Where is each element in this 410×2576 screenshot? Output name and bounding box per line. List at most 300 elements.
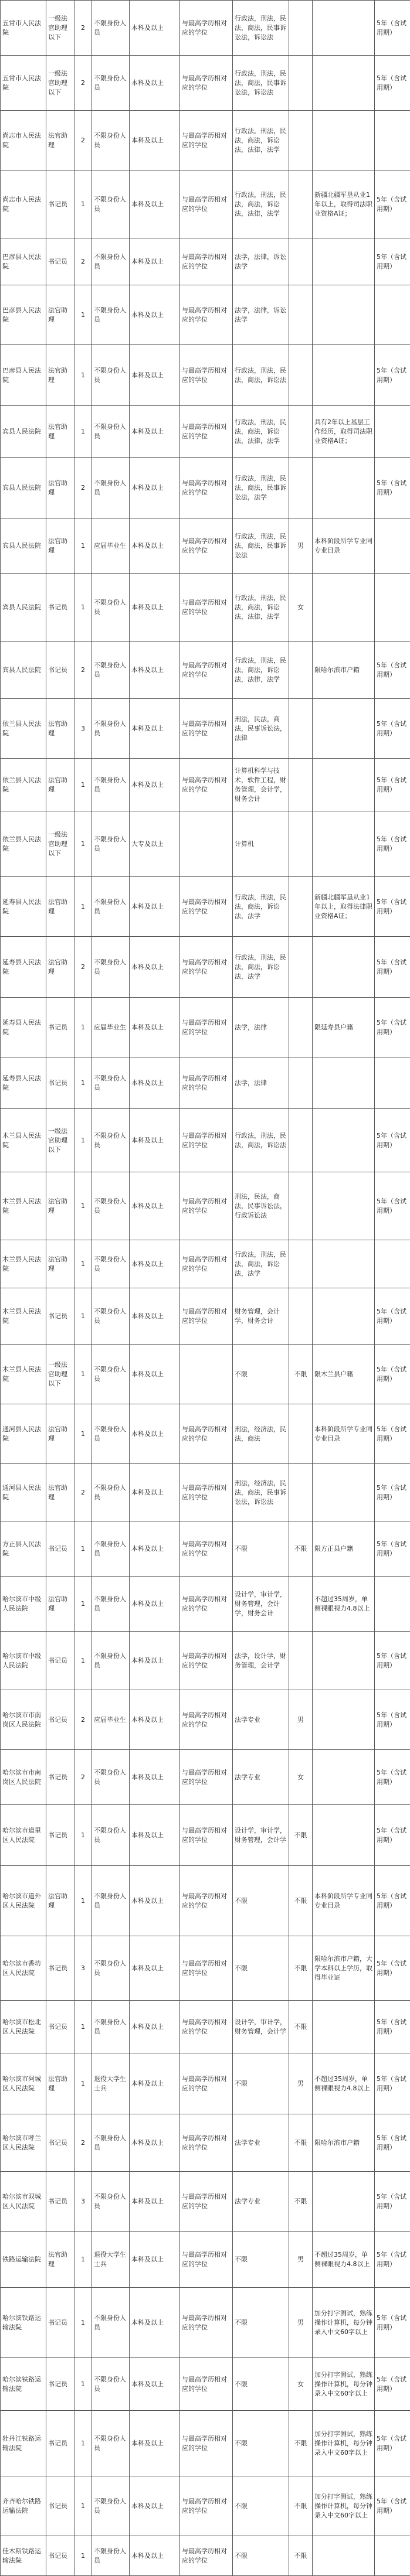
gender-cell xyxy=(289,811,313,877)
remark-cell: 5年（含试用期） xyxy=(375,2053,410,2114)
conditions-cell: 加分打字测试，熟练操作计算机，每分钟录入中文60字以上 xyxy=(313,2288,375,2358)
education-cell: 本科及以上 xyxy=(130,2001,180,2053)
table-row xyxy=(1,2114,410,2172)
conditions-cell: 新疆北疆军垦从业1年以上，取得司法职业资格A证； xyxy=(313,170,375,238)
table-row xyxy=(1,238,410,285)
gender-cell: 不限 xyxy=(289,2114,313,2172)
type-cell: 退役大学生士兵 xyxy=(92,2232,130,2288)
unit-cell: 延寿县人民法院 xyxy=(1,998,46,1057)
education-cell: 本科及以上 xyxy=(130,574,180,642)
table-row xyxy=(1,1632,410,1690)
count-cell: 1 xyxy=(74,2001,92,2053)
gender-cell: 不限 xyxy=(289,2411,313,2476)
type-cell: 不限身份人员 xyxy=(92,759,130,811)
degree-cell: 与最高学历相对应的学位 xyxy=(180,2001,233,2053)
education-cell: 本科及以上 xyxy=(130,1936,180,2001)
type-cell: 不限身份人员 xyxy=(92,406,130,458)
education-cell: 本科及以上 xyxy=(130,1057,180,1109)
type-cell: 不限身份人员 xyxy=(92,642,130,699)
major-cell: 刑法，民法，商法，民事诉讼法，行政诉讼法 xyxy=(233,1172,289,1240)
remark-cell: 5年（含试用期） xyxy=(375,2476,410,2536)
post-cell: 法官助理 xyxy=(46,285,74,345)
post-cell: 书记员 xyxy=(46,1521,74,1577)
remark-cell: 5年（含试用期） xyxy=(375,2232,410,2288)
post-cell: 书记员 xyxy=(46,1690,74,1750)
unit-cell: 木兰县人民法院 xyxy=(1,1172,46,1240)
remark-cell: 5年（含试用期） xyxy=(375,877,410,937)
post-cell: 法官助理 xyxy=(46,1404,74,1464)
gender-cell: 不限 xyxy=(289,1345,313,1404)
post-cell: 一级法官助理以下 xyxy=(46,56,74,111)
degree-cell: 与最高学历相对应的学位 xyxy=(180,111,233,170)
remark-cell: 5年（含试用期） xyxy=(375,1288,410,1345)
gender-cell xyxy=(289,1632,313,1690)
degree-cell: 与最高学历相对应的学位 xyxy=(180,2358,233,2411)
post-cell: 法官助理 xyxy=(46,406,74,458)
gender-cell: 不限 xyxy=(289,2476,313,2536)
education-cell: 本科及以上 xyxy=(130,111,180,170)
conditions-cell xyxy=(313,1172,375,1240)
education-cell: 本科及以上 xyxy=(130,759,180,811)
type-cell: 不限身份人员 xyxy=(92,1288,130,1345)
remark-cell xyxy=(375,285,410,345)
post-cell: 书记员 xyxy=(46,1288,74,1345)
post-cell: 书记员 xyxy=(46,2001,74,2053)
education-cell: 本科及以上 xyxy=(130,1109,180,1172)
education-cell: 大专及以上 xyxy=(130,811,180,877)
remark-cell: 5年（含试用期） xyxy=(375,2172,410,2232)
education-cell: 本科及以上 xyxy=(130,642,180,699)
major-cell: 设计学，审计学，财务管理，会计学 xyxy=(233,1805,289,1866)
unit-cell: 五常市人民法院 xyxy=(1,56,46,111)
major-cell: 不限 xyxy=(233,2288,289,2358)
count-cell: 1 xyxy=(74,2476,92,2536)
gender-cell xyxy=(289,1404,313,1464)
major-cell: 行政法，刑法，民法，商法，民事诉讼法，诉讼法 xyxy=(233,1,289,56)
table-row xyxy=(1,1,410,56)
major-cell: 行政法，刑法，民法，商法，诉讼法，法律，法学 xyxy=(233,574,289,642)
major-cell: 法学，法律，诉讼法学 xyxy=(233,285,289,345)
degree-cell: 与最高学历相对应的学位 xyxy=(180,699,233,759)
major-cell: 不限 xyxy=(233,2536,289,2576)
remark-cell: 5年（含试用期） xyxy=(375,642,410,699)
unit-cell: 五常市人民法院 xyxy=(1,1,46,56)
unit-cell: 方正县人民法院 xyxy=(1,1521,46,1577)
table-row xyxy=(1,2536,410,2576)
post-cell: 书记员 xyxy=(46,2358,74,2411)
post-cell: 书记员 xyxy=(46,2288,74,2358)
major-cell: 刑法，经济法，民法，商法 xyxy=(233,1404,289,1464)
gender-cell: 女 xyxy=(289,574,313,642)
education-cell: 本科及以上 xyxy=(130,1464,180,1521)
gender-cell: 不限 xyxy=(289,2172,313,2232)
unit-cell: 延寿县人民法院 xyxy=(1,1057,46,1109)
table-row xyxy=(1,759,410,811)
major-cell: 行政法，刑法，民法，商法，诉讼法，法律，法学 xyxy=(233,170,289,238)
major-cell: 行政法，刑法，民法，商法，诉讼法，法学 xyxy=(233,1240,289,1288)
remark-cell: 5年（含试用期） xyxy=(375,2114,410,2172)
conditions-cell xyxy=(313,1057,375,1109)
type-cell: 不限身份人员 xyxy=(92,2411,130,2476)
post-cell: 法官助理 xyxy=(46,1866,74,1936)
count-cell: 2 xyxy=(74,1464,92,1521)
unit-cell: 宾县人民法院 xyxy=(1,518,46,574)
conditions-cell xyxy=(313,1805,375,1866)
post-cell: 法官助理 xyxy=(46,458,74,518)
unit-cell: 木兰县人民法院 xyxy=(1,1288,46,1345)
table-row xyxy=(1,56,410,111)
table-row xyxy=(1,1936,410,2001)
remark-cell: 5年（含试用期） xyxy=(375,345,410,406)
count-cell: 1 xyxy=(74,877,92,937)
gender-cell: 男 xyxy=(289,1690,313,1750)
gender-cell xyxy=(289,285,313,345)
table-row xyxy=(1,111,410,170)
degree-cell: 与最高学历相对应的学位 xyxy=(180,1632,233,1690)
conditions-cell xyxy=(313,285,375,345)
table-row xyxy=(1,1109,410,1172)
type-cell: 不限身份人员 xyxy=(92,574,130,642)
count-cell: 1 xyxy=(74,2053,92,2114)
education-cell: 本科及以上 xyxy=(130,1172,180,1240)
degree-cell: 与最高学历相对应的学位 xyxy=(180,2053,233,2114)
table-row xyxy=(1,170,410,238)
post-cell: 书记员 xyxy=(46,1936,74,2001)
count-cell: 1 xyxy=(74,2358,92,2411)
education-cell: 本科及以上 xyxy=(130,877,180,937)
unit-cell: 延寿县人民法院 xyxy=(1,877,46,937)
conditions-cell: 不超过35周岁，单侧裸眼视力4.8以上 xyxy=(313,2232,375,2288)
count-cell: 1 xyxy=(74,406,92,458)
remark-cell xyxy=(375,406,410,458)
type-cell: 不限身份人员 xyxy=(92,170,130,238)
type-cell: 不限身份人员 xyxy=(92,1577,130,1632)
count-cell: 2 xyxy=(74,458,92,518)
major-cell: 刑法，经济法，民法，商法，民事诉讼法，诉讼法 xyxy=(233,1464,289,1521)
type-cell: 不限身份人员 xyxy=(92,111,130,170)
count-cell: 1 xyxy=(74,170,92,238)
count-cell: 1 xyxy=(74,1109,92,1172)
conditions-cell: 新疆北疆军垦从业1年以上，取得法律职业资格A证； xyxy=(313,877,375,937)
post-cell: 书记员 xyxy=(46,2411,74,2476)
unit-cell: 宾县人民法院 xyxy=(1,642,46,699)
unit-cell: 尚志市人民法院 xyxy=(1,170,46,238)
unit-cell: 宾县人民法院 xyxy=(1,574,46,642)
gender-cell xyxy=(289,458,313,518)
gender-cell: 男 xyxy=(289,518,313,574)
gender-cell xyxy=(289,56,313,111)
major-cell: 法学专业 xyxy=(233,1690,289,1750)
gender-cell: 不限 xyxy=(289,1936,313,2001)
degree-cell: 与最高学历相对应的学位 xyxy=(180,1172,233,1240)
conditions-cell: 具有2年以上基层工作经历，取得司法职业资格A证； xyxy=(313,406,375,458)
education-cell: 本科及以上 xyxy=(130,345,180,406)
post-cell: 法官助理 xyxy=(46,937,74,998)
table-row xyxy=(1,1464,410,1521)
post-cell: 法官助理 xyxy=(46,1577,74,1632)
education-cell: 本科及以上 xyxy=(130,2114,180,2172)
type-cell: 不限身份人员 xyxy=(92,2114,130,2172)
unit-cell: 哈尔滨市松北区人民法院 xyxy=(1,2001,46,2053)
post-cell: 书记员 xyxy=(46,1750,74,1805)
degree-cell: 与最高学历相对应的学位 xyxy=(180,1240,233,1288)
gender-cell xyxy=(289,111,313,170)
count-cell: 2 xyxy=(74,1690,92,1750)
gender-cell: 不限 xyxy=(289,2536,313,2576)
unit-cell: 木兰县人民法院 xyxy=(1,1109,46,1172)
table-row xyxy=(1,1172,410,1240)
table-row xyxy=(1,642,410,699)
post-cell: 书记员 xyxy=(46,2114,74,2172)
degree-cell: 与最高学历相对应的学位 xyxy=(180,56,233,111)
degree-cell: 与最高学历相对应的学位 xyxy=(180,285,233,345)
education-cell: 本科及以上 xyxy=(130,406,180,458)
unit-cell: 哈尔滨铁路运输法院 xyxy=(1,2358,46,2411)
type-cell: 应届毕业生 xyxy=(92,518,130,574)
type-cell: 应届毕业生 xyxy=(92,1690,130,1750)
remark-cell: 5年（含试用期） xyxy=(375,1109,410,1172)
degree-cell: 与最高学历相对应的学位 xyxy=(180,345,233,406)
degree-cell: 与最高学历相对应的学位 xyxy=(180,1805,233,1866)
education-cell: 本科及以上 xyxy=(130,285,180,345)
gender-cell: 不限 xyxy=(289,1866,313,1936)
education-cell: 本科及以上 xyxy=(130,2053,180,2114)
count-cell: 3 xyxy=(74,2172,92,2232)
major-cell: 不限 xyxy=(233,2053,289,2114)
major-cell: 不限 xyxy=(233,2232,289,2288)
remark-cell: 5年（含试用期） xyxy=(375,937,410,998)
table-row xyxy=(1,699,410,759)
count-cell: 1 xyxy=(74,811,92,877)
education-cell: 本科及以上 xyxy=(130,699,180,759)
unit-cell: 佳木斯铁路运输法院 xyxy=(1,2536,46,2576)
major-cell: 法学，法律 xyxy=(233,998,289,1057)
education-cell: 本科及以上 xyxy=(130,1632,180,1690)
conditions-cell: 不超过35周岁，单侧裸眼视力4.8以上 xyxy=(313,1577,375,1632)
conditions-cell: 不超过35周岁，单侧裸眼视力4.8以上 xyxy=(313,2053,375,2114)
degree-cell: 与最高学历相对应的学位 xyxy=(180,458,233,518)
count-cell: 2 xyxy=(74,56,92,111)
gender-cell xyxy=(289,1577,313,1632)
unit-cell: 哈尔滨市道外区人民法院 xyxy=(1,1866,46,1936)
unit-cell: 尚志市人民法院 xyxy=(1,111,46,170)
gender-cell: 男 xyxy=(289,2053,313,2114)
table-row xyxy=(1,2288,410,2358)
remark-cell: 5年（含试用期） xyxy=(375,811,410,877)
remark-cell: 5年（含试用期） xyxy=(375,1404,410,1464)
degree-cell: 与最高学历相对应的学位 xyxy=(180,2172,233,2232)
conditions-cell: 加分打字测试，熟练操作计算机，每分钟录入中文60字以上 xyxy=(313,2476,375,2536)
gender-cell: 男 xyxy=(289,2232,313,2288)
education-cell: 本科及以上 xyxy=(130,2288,180,2358)
count-cell: 1 xyxy=(74,518,92,574)
type-cell: 不限身份人员 xyxy=(92,1345,130,1404)
gender-cell: 女 xyxy=(289,1750,313,1805)
table-row xyxy=(1,998,410,1057)
table-row xyxy=(1,518,410,574)
count-cell: 1 xyxy=(74,1805,92,1866)
unit-cell: 依兰县人民法院 xyxy=(1,811,46,877)
degree-cell: 与最高学历相对应的学位 xyxy=(180,2536,233,2576)
type-cell: 不限身份人员 xyxy=(92,2476,130,2536)
count-cell: 1 xyxy=(74,1866,92,1936)
count-cell: 1 xyxy=(74,1577,92,1632)
major-cell: 法学，设计学，财务管理，会计学 xyxy=(233,1632,289,1690)
remark-cell: 5年（含试用期） xyxy=(375,2411,410,2476)
count-cell: 1 xyxy=(74,1632,92,1690)
remark-cell: 5年（含试用期） xyxy=(375,2288,410,2358)
conditions-cell: 本科阶段所学专业同专业目录 xyxy=(313,1404,375,1464)
post-cell: 法官助理 xyxy=(46,111,74,170)
type-cell: 不限身份人员 xyxy=(92,1866,130,1936)
post-cell: 书记员 xyxy=(46,2536,74,2576)
remark-cell: 5年（含试用期） xyxy=(375,170,410,238)
unit-cell: 哈尔滨市中级人民法院 xyxy=(1,1577,46,1632)
table-row xyxy=(1,1690,410,1750)
education-cell: 本科及以上 xyxy=(130,1240,180,1288)
conditions-cell xyxy=(313,111,375,170)
conditions-cell xyxy=(313,1632,375,1690)
remark-cell: 5年（含试用期） xyxy=(375,56,410,111)
conditions-cell xyxy=(313,2536,375,2576)
conditions-cell xyxy=(313,1750,375,1805)
major-cell: 行政法，刑法，民法，商法，民事诉讼法，诉讼法 xyxy=(233,56,289,111)
remark-cell: 5年（含试用期） xyxy=(375,1345,410,1404)
remark-cell: 5年（含试用期） xyxy=(375,238,410,285)
table-row xyxy=(1,2172,410,2232)
education-cell: 本科及以上 xyxy=(130,56,180,111)
post-cell: 法官助理 xyxy=(46,1464,74,1521)
major-cell: 法学，法律，诉讼法学 xyxy=(233,238,289,285)
remark-cell: 5年（含试用期） xyxy=(375,1690,410,1750)
post-cell: 书记员 xyxy=(46,2476,74,2536)
major-cell: 行政法，刑法，民法，商法，诉讼法，法学 xyxy=(233,937,289,998)
count-cell: 1 xyxy=(74,2411,92,2476)
remark-cell xyxy=(375,574,410,642)
degree-cell: 与最高学历相对应的学位 xyxy=(180,2114,233,2172)
unit-cell: 延寿县人民法院 xyxy=(1,937,46,998)
count-cell: 1 xyxy=(74,2232,92,2288)
gender-cell xyxy=(289,1464,313,1521)
conditions-cell xyxy=(313,699,375,759)
table-row xyxy=(1,1345,410,1404)
education-cell: 本科及以上 xyxy=(130,1805,180,1866)
count-cell: 1 xyxy=(74,1240,92,1288)
unit-cell: 依兰县人民法院 xyxy=(1,699,46,759)
unit-cell: 哈尔滨市市南岗区人民法院 xyxy=(1,1690,46,1750)
major-cell: 财务管理，会计学，财务会计 xyxy=(233,1288,289,1345)
major-cell: 刑法，民法，商法，民事诉讼法，法律 xyxy=(233,699,289,759)
education-cell: 本科及以上 xyxy=(130,1866,180,1936)
remark-cell xyxy=(375,1240,410,1288)
remark-cell xyxy=(375,111,410,170)
education-cell: 本科及以上 xyxy=(130,518,180,574)
education-cell: 本科及以上 xyxy=(130,1,180,56)
gender-cell xyxy=(289,1288,313,1345)
count-cell: 3 xyxy=(74,699,92,759)
gender-cell xyxy=(289,238,313,285)
gender-cell: 不限 xyxy=(289,1805,313,1866)
remark-cell: 5年（含试用期） xyxy=(375,1172,410,1240)
count-cell: 2 xyxy=(74,642,92,699)
post-cell: 书记员 xyxy=(46,998,74,1057)
major-cell: 不限 xyxy=(233,1345,289,1404)
major-cell: 行政法，刑法，民法，商法，民事诉讼法，法学 xyxy=(233,458,289,518)
remark-cell xyxy=(375,518,410,574)
gender-cell xyxy=(289,1057,313,1109)
remark-cell: 5年（含试用期） xyxy=(375,1632,410,1690)
count-cell: 1 xyxy=(74,574,92,642)
type-cell: 不限身份人员 xyxy=(92,1632,130,1690)
major-cell: 行政法，刑法，民法，商法，诉讼法，法学 xyxy=(233,877,289,937)
table-row xyxy=(1,406,410,458)
gender-cell xyxy=(289,642,313,699)
post-cell: 法官助理 xyxy=(46,877,74,937)
unit-cell: 哈尔滨铁路运输法院 xyxy=(1,2288,46,2358)
unit-cell: 宾县人民法院 xyxy=(1,458,46,518)
conditions-cell: 本科阶段所学专业同专业目录 xyxy=(313,518,375,574)
degree-cell: 与最高学历相对应的学位 xyxy=(180,1936,233,2001)
major-cell: 法学，法律 xyxy=(233,1057,289,1109)
education-cell: 本科及以上 xyxy=(130,1690,180,1750)
table-row xyxy=(1,1805,410,1866)
type-cell: 不限身份人员 xyxy=(92,345,130,406)
education-cell: 本科及以上 xyxy=(130,238,180,285)
education-cell: 本科及以上 xyxy=(130,1345,180,1404)
type-cell: 不限身份人员 xyxy=(92,1464,130,1521)
table-row xyxy=(1,2411,410,2476)
education-cell: 本科及以上 xyxy=(130,1288,180,1345)
degree-cell: 与最高学历相对应的学位 xyxy=(180,1109,233,1172)
unit-cell: 哈尔滨市香坊区人民法院 xyxy=(1,1936,46,2001)
conditions-cell: 限木兰县户籍 xyxy=(313,1345,375,1404)
major-cell: 法学专业 xyxy=(233,2114,289,2172)
type-cell: 不限身份人员 xyxy=(92,458,130,518)
unit-cell: 哈尔滨市双城区人民法院 xyxy=(1,2172,46,2232)
unit-cell: 哈尔滨市阿城区人民法院 xyxy=(1,2053,46,2114)
major-cell: 设计学，审计学，财务管理，会计学，财务会计 xyxy=(233,1577,289,1632)
gender-cell: 男 xyxy=(289,2288,313,2358)
major-cell: 不限 xyxy=(233,1866,289,1936)
remark-cell: 5年（含试用期） xyxy=(375,699,410,759)
education-cell: 本科及以上 xyxy=(130,2172,180,2232)
unit-cell: 木兰县人民法院 xyxy=(1,1345,46,1404)
degree-cell: 与最高学历相对应的学位 xyxy=(180,1404,233,1464)
unit-cell: 巴彦县人民法院 xyxy=(1,345,46,406)
unit-cell: 通河县人民法院 xyxy=(1,1404,46,1464)
gender-cell: 不限 xyxy=(289,1521,313,1577)
degree-cell: 与最高学历相对应的学位 xyxy=(180,1464,233,1521)
count-cell: 3 xyxy=(74,1936,92,2001)
degree-cell: 与最高学历相对应的学位 xyxy=(180,1577,233,1632)
type-cell: 不限身份人员 xyxy=(92,1240,130,1288)
type-cell: 不限身份人员 xyxy=(92,811,130,877)
remark-cell: 5年（含试用期） xyxy=(375,2001,410,2053)
gender-cell xyxy=(289,406,313,458)
conditions-cell xyxy=(313,574,375,642)
unit-cell: 哈尔滨市中级人民法院 xyxy=(1,1632,46,1690)
conditions-cell xyxy=(313,1109,375,1172)
count-cell: 2 xyxy=(74,937,92,998)
post-cell: 法官助理 xyxy=(46,345,74,406)
post-cell: 法官助理 xyxy=(46,1240,74,1288)
conditions-cell: 加分打字测试，熟练操作计算机，每分钟录入中文60字以上 xyxy=(313,2358,375,2411)
education-cell: 本科及以上 xyxy=(130,2536,180,2576)
degree-cell: 与最高学历相对应的学位 xyxy=(180,759,233,811)
gender-cell xyxy=(289,699,313,759)
degree-cell: 与最高学历相对应的学位 xyxy=(180,1690,233,1750)
post-cell: 法官助理 xyxy=(46,2053,74,2114)
